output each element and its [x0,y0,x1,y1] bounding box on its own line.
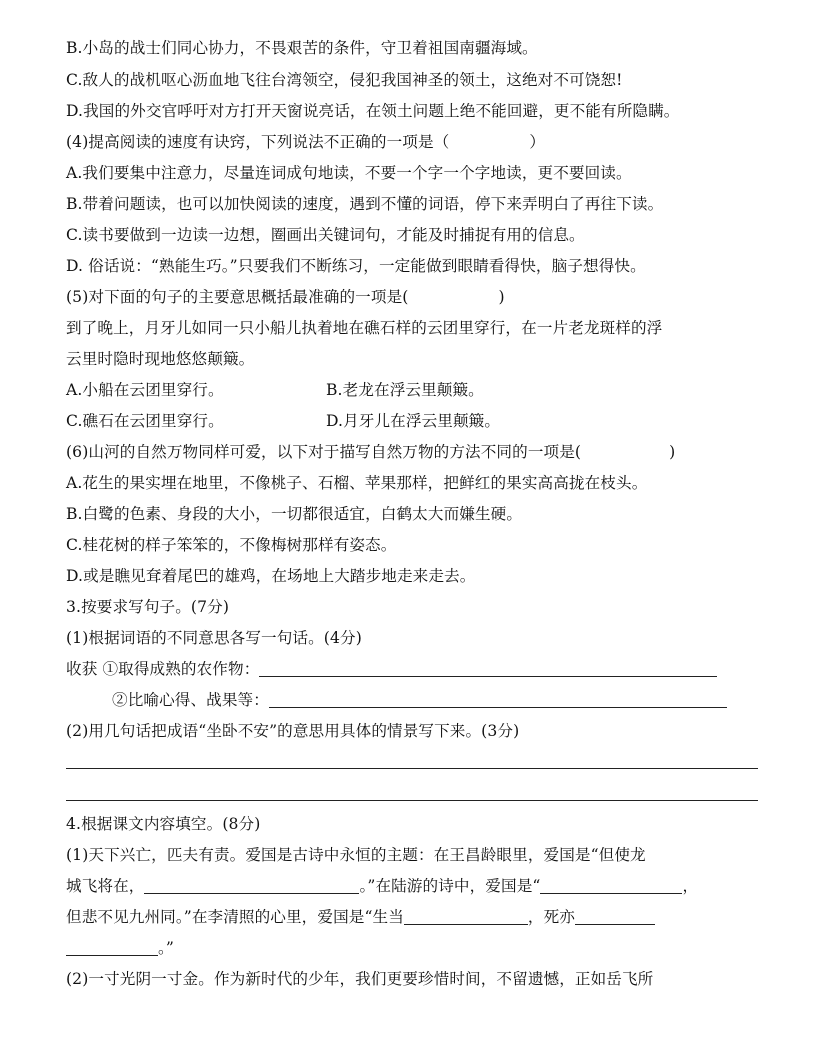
fill-line-1: (1)天下兴亡，匹夫有责。爱国是古诗中永恒的主题：在王昌龄眼里，爱国是“但使龙 [66,846,646,864]
passage-line-2: 云里时隐时现地悠悠颠簸。 [66,350,255,368]
question-4-stem [66,132,545,152]
q4-option-a: A.我们要集中注意力，尽量连词成句地读，不要一个字一个字地读，更不要回读。 [66,164,632,182]
fill-line-3 [66,907,655,927]
section-3-sub1: (1)根据词语的不同意思各写一句话。(4分) [66,629,362,647]
q6-option-a: A.花生的果实埋在地里，不像桃子、石榴、苹果那样，把鲜红的果实高高拢在枝头。 [66,474,648,492]
option-c-text: C.敌人的战机呕心沥血地飞往台湾领空，侵犯我国神圣的领土，这绝对不可饶恕! [66,71,623,89]
meaning-1-label: ①取得成熟的农作物： [102,660,260,678]
option-d-text: D.我国的外交官呼吁对方打开天窗说亮话，在领土问题上绝不能回避，更不能有所隐瞒。 [66,102,680,120]
fill-line-2-text-a: 城飞将在， [66,877,145,895]
poem-blank-2[interactable] [540,877,682,894]
section-3-sub2: (2)用几句话把成语“坐卧不安”的意思用具体的情景写下来。(3分) [66,722,520,740]
question-4-stem-text: (4)提高阅读的速度有诀窍，下列说法不正确的一项是（ [66,133,450,151]
poem-blank-3[interactable] [404,908,528,925]
fill-line-5: (2)一寸光阴一寸金。作为新时代的少年，我们更要珍惜时间，不留遗憾，正如岳飞所 [66,970,654,988]
option-b-text: B.小岛的战士们同心协力，不畏艰苦的条件，守卫着祖国南疆海域。 [66,39,538,57]
fill-line-2-text-b: 。”在陆游的诗中，爱国是“ [359,877,541,895]
q6-option-c: C.桂花树的样子笨笨的，不像梅树那样有姿态。 [66,536,397,554]
question-5-stem [66,287,505,307]
meaning-2-answer-line[interactable] [269,691,727,708]
passage-line-1: 到了晚上，月牙儿如同一只小船儿执着地在礁石样的云团里穿行，在一片老龙斑样的浮 [66,319,663,337]
fill-line-2 [66,876,698,896]
target-word: 收获 [66,660,98,678]
question-4-close: ） [529,133,546,151]
q4-option-d: D. 俗话说：“熟能生巧。”只要我们不断练习，一定能做到眼睛看得快，脑子想得快。 [66,257,646,275]
meaning-1-answer-line[interactable] [259,660,717,677]
writing-line-2[interactable] [66,800,758,801]
q5-option-b: B.老龙在浮云里颠簸。 [326,381,484,399]
question-5-stem-text: (5)对下面的句子的主要意思概括最准确的一项是( [66,288,409,306]
meaning-2-label: ②比喻心得、战果等： [112,691,269,709]
q6-option-d: D.或是瞧见耷着尾巴的雄鸡，在场地上大踏步地走来走去。 [66,567,476,585]
section-3-title: 3.按要求写句子。(7分) [66,598,230,616]
poem-blank-4-cont[interactable] [66,939,158,956]
q5-option-d: D.月牙儿在浮云里颠簸。 [326,412,501,430]
word-meaning-1 [66,659,717,679]
section-4-title: 4.根据课文内容填空。(8分) [66,815,261,833]
fill-line-3-text-b: ，死亦 [527,908,576,926]
fill-line-3-text-a: 但悲不见九州同。”在李清照的心里，爱国是“生当 [66,908,404,926]
question-5-close: ) [498,288,505,306]
q4-option-c: C.读书要做到一边读一边想，圈画出关键词句，才能及时捕捉有用的信息。 [66,226,585,244]
poem-blank-1[interactable] [144,877,359,894]
writing-line-1[interactable] [66,768,758,769]
question-6-stem-text: (6)山河的自然万物同样可爱，以下对于描写自然万物的方法不同的一项是( [66,443,582,461]
word-meaning-2 [112,690,727,710]
q4-option-b: B.带着问题读，也可以加快阅读的速度，遇到不懂的词语，停下来弄明白了再往下读。 [66,195,664,213]
fill-line-2-text-c: ， [682,877,699,895]
question-6-close: ) [669,443,676,461]
question-6-stem [66,442,675,462]
fill-line-4-text: 。” [158,939,174,957]
q5-option-a: A.小船在云团里穿行。 [66,381,224,399]
fill-line-4 [66,938,174,958]
poem-blank-4[interactable] [575,908,655,925]
q5-option-c: C.礁石在云团里穿行。 [66,412,224,430]
q6-option-b: B.白鹭的色素、身段的大小，一切都很适宜，白鹤太大而嫌生硬。 [66,505,523,523]
